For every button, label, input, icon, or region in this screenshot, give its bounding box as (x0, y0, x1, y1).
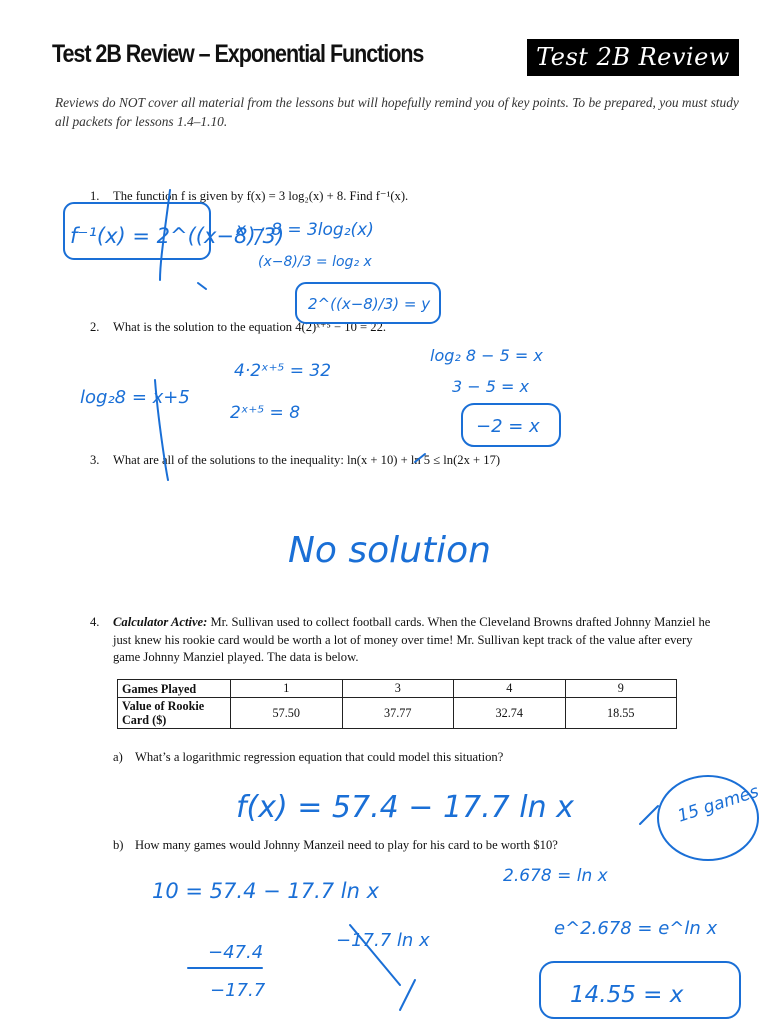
q2-work-4: log₂ 8 − 5 = x (430, 346, 543, 365)
table-cell: 32.74 (454, 698, 566, 729)
q2-answer-box (462, 404, 560, 446)
question-text: What is the solution to the equation 4(2)ˣ⁺⁵ − 10 = 22. (113, 320, 387, 334)
part-label: a) (113, 750, 123, 764)
q4a-note-circle (658, 776, 758, 860)
part-label: b) (113, 838, 124, 852)
q1-answer: f⁻¹(x) = 2^((x−8)/3) (70, 224, 285, 248)
q4b-mark (400, 980, 415, 1010)
question-text: Mr. Sullivan used to collect football cards. When the Cleveland Browns drafted Johnny Manziel he just knew his rookie card would be worth a lot of money over time! Mr. Sullivan kept track of the value after every game Johnny Manziel played. The data is below. (113, 615, 711, 664)
q3-answer: No solution (288, 530, 491, 571)
row-header: Value of Rookie Card ($) (118, 698, 231, 729)
q4a-arrow (640, 806, 658, 824)
q4b-work-5: 2.678 = ln x (503, 866, 608, 886)
q1-work-1: x − 8 = 3log₂(x) (236, 220, 374, 240)
q1-work-3: 2^((x−8)/3) = y (308, 295, 431, 313)
table-row (118, 680, 677, 698)
question-number: 3. (90, 453, 100, 467)
q2-work-1: 4·2ˣ⁺⁵ = 32 (234, 361, 332, 381)
part-text: How many games would Johnny Manzeil need to play for his card to be worth $10? (135, 838, 558, 852)
question-number: 4. (90, 615, 100, 629)
q4b-answer: 14.55 = x (570, 982, 684, 1008)
q2-work-5: 3 − 5 = x (452, 377, 529, 396)
q1-mark (198, 283, 206, 289)
q1-final-box (296, 283, 440, 323)
q2-answer: −2 = x (476, 416, 540, 437)
part-a (113, 750, 503, 765)
q2-work-3: log₂8 = x+5 (80, 387, 190, 408)
row-header: Games Played (118, 680, 231, 698)
q4a-answer: f(x) = 57.4 − 17.7 ln x (236, 790, 574, 825)
q1-work-2: (x−8)/3 = log₂ x (258, 254, 372, 270)
table-row (118, 698, 677, 729)
q4b-work-3: −17.7 (210, 980, 266, 1001)
table-cell: 1 (231, 680, 343, 698)
question-number: 1. (90, 189, 100, 203)
question-text: The function f is given by f(x) = 3 log₂(x) + 8. Find f⁻¹(x). (113, 189, 409, 203)
calculator-active-label: Calculator Active: (113, 615, 208, 629)
q4b-work-1: 10 = 57.4 − 17.7 ln x (152, 879, 380, 903)
question-4-text (113, 614, 713, 667)
table-cell: 57.50 (231, 698, 343, 729)
data-table (117, 679, 677, 729)
part-text: What’s a logarithmic regression equation that could model this situation? (135, 750, 504, 764)
q4b-work-4: −17.7 ln x (336, 930, 430, 951)
q4b-cross-arrow (350, 925, 400, 985)
page-title: Test 2B Review – Exponential Functions (52, 40, 424, 68)
title-badge: Test 2B Review (527, 39, 739, 76)
table-cell: 37.77 (342, 698, 454, 729)
table-cell: 3 (342, 680, 454, 698)
q4b-answer-box (540, 962, 740, 1018)
q4a-note: 15 games (675, 781, 762, 827)
table-cell: 18.55 (565, 698, 677, 729)
q4b-work-2: −47.4 (208, 942, 264, 963)
table-cell: 9 (565, 680, 677, 698)
question-text: What are all of the solutions to the inequality: ln(x + 10) + ln 5 ≤ ln(2x + 17) (113, 453, 501, 467)
q2-work-2: 2ˣ⁺⁵ = 8 (230, 403, 301, 423)
intro-note: Reviews do NOT cover all material from the lessons but will hopefully remind you of key points. To be prepared, you must study all packets for lessons 1.4–1.10. (55, 95, 739, 129)
q4b-work-6: e^2.678 = e^ln x (554, 918, 718, 939)
q1-answer-box (64, 203, 210, 259)
question-number: 2. (90, 320, 100, 334)
part-b (113, 838, 558, 853)
table-cell: 4 (454, 680, 566, 698)
